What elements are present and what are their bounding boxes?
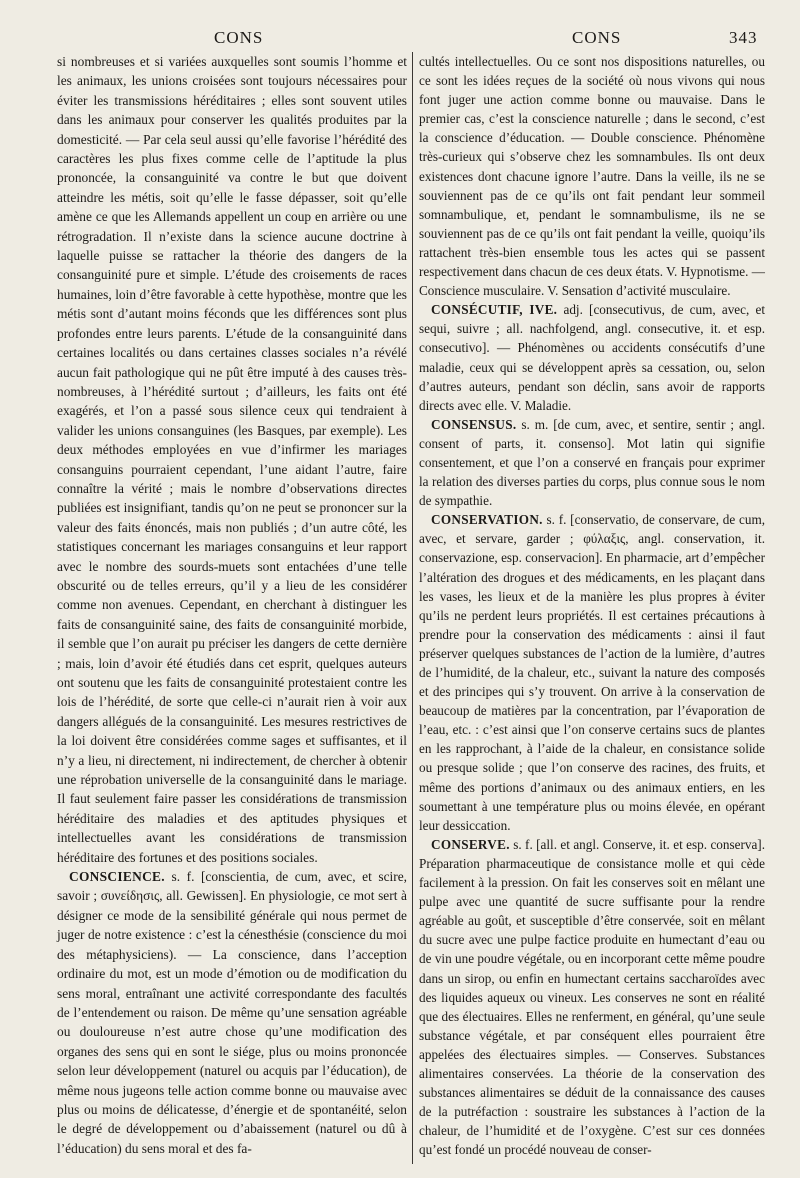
running-head-left: CONS [214, 28, 264, 47]
entry-consensus [419, 415, 765, 510]
headword-consensus: CONSENSUS. [431, 416, 517, 432]
entry-text-consecutif: adj. [consecutivus, de cum, avec, et sequi, suivre ; all. nachfolgend, angl. consecutive, it. et esp. consecutivo]. — Phénomènes ou accidents consécutifs d’une maladie, ceux qui se développent après sa cessation, ou, selon d’autres auteurs, pendant son déclin, sans avoir de rapports directs avec elle. V. Maladie. [419, 302, 765, 413]
headword-conscience: CONSCIENCE. [69, 869, 165, 885]
consanguinite-continuation: si nombreuses et si variées auxquelles sont soumis l’homme et les animaux, les unions croisées sont toujours nécessaires pour éviter les transmissions héréditaires ; elles sont souvent utiles dans les animaux pour conserver les qualités produites par la domesticité. — Par cela seul aussi qu’elle favorise l’hérédité des caractères les plus fixes comme celle de l’aptitude la plus prononcée, la consanguinité va contre le but que doivent atteindre les métis, soit qu’elle le fasse dépasser, soit qu’elle amène ce que les Allemands appellent un coup en arrière ou une rétrogradation. Il n’existe dans la science aucune doctrine à laquelle puisse se rattacher la théorie des dangers de la consanguinité pure et simple. L’étude des croisements de races humaines, loin d’être favorable à cette hypothèse, montre que les métis sont d’autant moins féconds que les différences sont plus profondes entre leurs parents. L’étude de la consanguinité dans certaines localités ou dans certaines classes sociales n’a révélé aucun fait pathologique qui ne pût être imputé à des causes très-nombreuses, à l’hérédité surtout ; d’ailleurs, les faits ont été exagérés, et l’on a passé sous silence ceux qui tendraient à valider les unions consanguines (les Basques, par exemple). Les deux méthodes employées en vue d’infirmer les mariages consanguins pourraient cependant, l’une aidant l’autre, faire connaître la vérité ; mais le nombre d’observations directes publiées est insignifiant, tandis qu’on ne peut se prononcer sur la valeur des faits énoncés, mais non publiés ; d’un autre côté, les statistiques concernant les mariages consanguins et leur rapport avec le nombre des sourds-muets sont entachées d’une telle obscurité ou de telles erreurs, qu’il y a lieu de les considérer comme non avenues. Cependant, en cherchant à distinguer les faits de consanguinité saine, des faits de consanguinité morbide, il semble que l’on aurait pu préciser les dangers de cette dernière ; mais, loin d’avoir été étudiés dans cet esprit, quelques auteurs ont soutenu que les faits de consanguinité protestaient contre les lois de l’hérédité, de sorte que celle-ci n’aurait rien à voir aux dangers allégués de la consanguinité. Les mesures restrictives de la loi doivent être considérées comme sages et suffisantes, et il n’y a lieu, ni directement, ni indirectement, de chercher à obtenir une réprobation universelle de la consanguinité dans le mariage. Il faut seulement faire passer les considérations de transmission héréditaire des maladies et des aptitudes physiques et intellectuelles avant les considérations de transmission héréditaire des fortunes et des positions sociales. [57, 54, 407, 865]
headword-conserve: CONSERVE. [431, 836, 510, 852]
page-number: 343 [729, 28, 758, 47]
entry-consecutif [419, 300, 765, 415]
left-column [57, 52, 407, 1158]
entry-text-conserve: s. f. [all. et angl. Conserve, it. et esp. conserva]. Préparation pharmaceutique de consistance molle et qui cède facilement à la pression. On fait les conserves soit en mêlant une pulpe avec une quantité de sucre suffisante pour la rendre agréable au goût, et susceptible d’être conservée, soit en mêlant du sucre avec une pulpe factice produite en humectant d’eau ou de vin une poudre végétale, ou en incorporant cette même poudre dans un sirop, ou enfin en humectant certains saccharoïdes avec des liquides aqueux ou vineux. Les conserves ne sont en réalité que des électuaires. Elles ne renferment, en général, qu’une seule substance végétale, et par conséquent elles pourraient être appelées des électuaires simples. — Conserves. Substances alimentaires conservées. La théorie de la conservation des substances alimentaires se déduit de la connaissance des causes de la putréfaction : soustraire les substances à l’action de la chaleur, de l’humidité et de l’oxygène. C’est sur ces données qu’est fondé un procédé nouveau de conser- [419, 836, 765, 1158]
entry-conservation [419, 510, 765, 835]
column-divider [412, 52, 413, 1164]
entry-conscience [57, 867, 407, 1158]
entry-text-conscience: s. f. [conscientia, de cum, avec, et scire, savoir ; συνείδησις, all. Gewissen]. En physiologie, ce mot sert à désigner ce mode de la sensibilité générale qui nous permet de juger de notre existence : c’est la cénesthésie (conscience du moi des métaphysiciens). — La conscience, dans l’acception ordinaire du mot, est un mode d’émotion ou de modification du sens moral, entraînant une activité correspondante des facultés de l’entendement ou raison. De même qu’une sensation agréable ou douloureuse n’est autre chose qu’une modification des organes des sens qui en sont le siége, plus ou moins prononcée selon leur développement (naturel ou acquis par l’éducation), de même nous jugeons telle action comme bonne ou mauvaise avec plus ou moins de délicatesse, d’énergie et de spontanéité, selon le degré de développement ou d’abaissement (naturel ou dû à l’éducation) du sens moral et des fa- [57, 869, 407, 1156]
page-header [0, 28, 800, 52]
entry-text-consensus: s. m. [de cum, avec, et sentire, sentir ; angl. consent of parts, it. consenso]. Mot latin qui signifie consentement, et que l’on a conservé en français pour exprimer la relation des diverses parties du corps, plus connue sous le nom de sympathie. [419, 416, 765, 509]
headword-conservation: CONSERVATION. [431, 512, 543, 528]
headword-consecutif: CONSÉCUTIF, IVE. [431, 302, 558, 318]
entry-conserve [419, 835, 765, 1160]
right-column [419, 52, 765, 1159]
entry-text-conservation: s. f. [conservatio, de conservare, de cum, avec, et servare, garder ; φύλαξις, angl. conservation, it. conservazione, esp. conservacion]. En pharmacie, art d’empêcher l’altération des drogues et des médicaments, en les plaçant dans les vases, les lieux et de la manière les plus propres à éviter qu’ils ne perdent leurs propriétés. Il est certaines précautions à prendre pour la conservation des médicaments : ainsi il faut préserver quelques substances de l’action de la lumière, d’autres de l’humidité, de la chaleur, etc., suivant la nature des composés et des principes qui s’y trouvent. On arrive à la conservation de beaucoup de matières par la concentration, par l’évaporation de l’eau, etc. : c’est ainsi que l’on conserve certains sucs de plantes en les rapprochant, à l’aide de la chaleur, en consistance solide ou presque solide ; que l’on conserve des racines, des fruits, et même des portions d’animaux ou des animaux entiers, en les soumettant à une température plus ou moins élevée, en opérant leur dessiccation. [419, 512, 765, 833]
running-head-right: CONS [572, 28, 622, 47]
conscience-continuation: cultés intellectuelles. Ou ce sont nos dispositions naturelles, ou ce sont les idées reçues de la société où nous vivons qui nous font juger une action comme bonne ou mauvaise. Dans le premier cas, c’est la conscience naturelle ; dans le second, c’est la conscience d’éducation. — Double conscience. Phénomène très-curieux qui s’observe chez les somnambules. Ils ont deux existences dont chacune ignore l’autre. Dans la veille, ils ne se souviennent pas de ce qu’ils ont fait pendant leur sommeil somnambulique, et, pendant le somnambulisme, ils ne se souviennent pas de ce qu’ils ont fait pendant la veille, quoiqu’ils rattachent très-bien ensemble tous les actes qui se passent respectivement dans chacun de ces deux états. V. Hypnotisme. — Conscience musculaire. V. Sensation d’activité musculaire. [419, 54, 765, 299]
